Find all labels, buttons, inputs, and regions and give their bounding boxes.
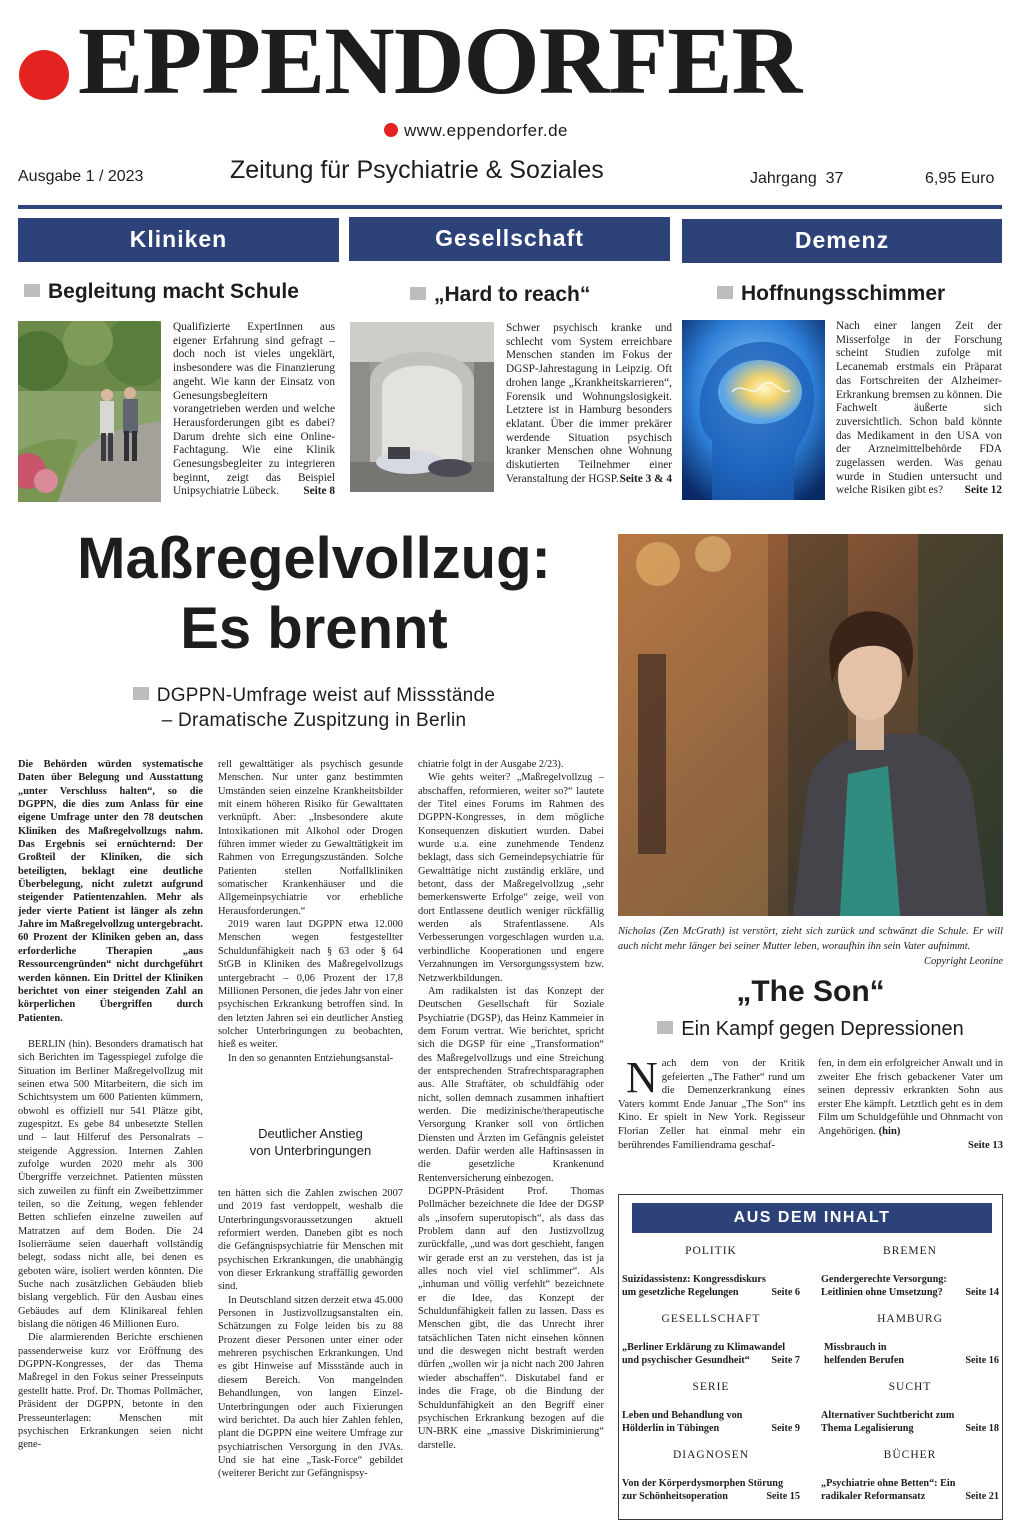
contents-item[interactable]: Von der Körperdysmorphen Störung zur Schönheitsoperation Seite 15 bbox=[622, 1478, 800, 1502]
tab-demenz[interactable]: Demenz bbox=[682, 219, 1002, 263]
lead-subheading: Deutlicher Anstieg von Unterbringungen bbox=[249, 1126, 372, 1158]
lead-col2-p2: 2019 waren laut DGPPN etwa 12.000 Menschen wegen festgestellter Schuldunfähigkeit nach § 63 oder § 64 StGB in Kliniken des Maßregelvollzugs untergebracht – 0,06 Prozent der 17,8 Millionen Personen, die jedes Jahr von einer psychischen Erkrankung betroffen sind. In den letzten Jahren sei ein deutlicher Anstieg solcher Unterbringungen zu beobachten, hieß es weiter. bbox=[218, 919, 403, 1051]
square-bullet-icon bbox=[133, 687, 149, 700]
contents-item[interactable]: „Berliner Erklärung zu Klimawandel und psychischer Gesundheit“ Seite 7 bbox=[622, 1342, 800, 1366]
lead-col1-p1: BERLIN (hin). Besonders dramatisch hat sich Berichten im Tagesspiegel zufolge die Situation im Berliner Maßregelvollzug mit seinen etwa 500 Mitarbeitern, die sich im Schichtsystem um 600 Patienten kümmern, obwohl es offiziell nur 541 Plätze gibt, zugespitzt. Es gebe 84 unbesetzte Stellen und – laut Hilferuf des Personalrats – steigende Aggression. Internen Zahlen zufolge wurden 2020 mehr als 300 Übergriffe verzeichnet. Patienten müssten sich zuweilen zu fünft ein Zweibettzimmer teilen, so die Zeitung, wegen fehlender Betten schliefen einzelne zuweilen auf Matratzen auf dem Boden. Die 24 Isolierräume seien dauerhaft vollständig belegt, sodass nicht alle, bei denen es geboten wäre, isoliert werden könnten. Die Suche nach zusätzlichen Gebäuden blieb bislang vergeblich. Für den Ausbau eines Gebäudes auf dem Klinikareal fehlen bislang die nötigen 46 Millionen Euro. bbox=[18, 1038, 203, 1331]
homeless-sleeping-place-photo bbox=[350, 322, 494, 492]
teaser-title-3[interactable]: Hoffnungsschimmer bbox=[717, 282, 945, 306]
contents-category-bremen: BREMEN bbox=[883, 1245, 937, 1257]
contents-category-buecher: BÜCHER bbox=[883, 1449, 937, 1461]
feature-dropcap: N bbox=[626, 1053, 658, 1102]
masthead-title: EPPENDORFER bbox=[78, 7, 802, 114]
lead-deck bbox=[18, 683, 610, 733]
square-bullet-icon bbox=[657, 1021, 673, 1034]
teaser-body-2: Schwer psychisch kranke und schlecht vom System erreichbare Menschen standen im Fokus der DGSP-Jahrestagung in Leipzig. Oft drohen lange „Krankheitskarrieren“, Forensik und Wohnungslosigkeit. Letztere ist in Hamburg besonders eklatant. Über die immer prekärer werdende Situation psychisch kranker Menschen ohne Wohnung diskutierten Teilnehmer einer Veranstaltung der HGSP. Seite 3 & 4 bbox=[506, 322, 672, 485]
contents-heading: AUS DEM INHALT bbox=[632, 1203, 992, 1233]
teaser-title-2[interactable]: „Hard to reach“ bbox=[410, 283, 590, 307]
teaser-body-1: Qualifizierte ExpertInnen aus eigener Erfahrung sind gefragt – doch noch ist vieles ungeklärt, insbesondere was die Finanzierung angeht. Wie kann der Einsatz von Genesungsbegleitern vorangetrieben werden und welche Herausforderungen gibt es dabei? Darum drehte sich eine Online-Fachtagung. Wie eine Klinik Genesungsbegleiter zu integrieren beginnt, zeigt das Beispiel Unipsychiatrie Lübeck. Seite 8 bbox=[173, 321, 335, 498]
teaser-title-1[interactable]: Begleitung macht Schule bbox=[24, 280, 299, 304]
website-dot-icon bbox=[384, 123, 398, 137]
photo-credit: Copyright Leonine bbox=[923, 956, 1003, 967]
issue-price: 6,95 Euro bbox=[925, 170, 995, 187]
website-line[interactable] bbox=[384, 121, 568, 143]
feature-body-2: fen, in dem ein erfolgreicher Anwalt und in zweiter Ehe frisch gebackener Vater um seinen depressiv erkrankten Sohn aus erster Ehe kämpft. Letztlich geht es in dem Film um Schuldgefühle und Ohnmacht von Angehörigen. (hin) Seite 13 bbox=[818, 1058, 1003, 1151]
tab-kliniken[interactable]: Kliniken bbox=[18, 218, 339, 262]
lead-col2-p3: In den so genannten Entziehungsanstal- bbox=[228, 1052, 394, 1064]
teaser-page-3[interactable]: Seite 12 bbox=[964, 484, 1002, 497]
paper-subtitle: Zeitung für Psychiatrie & Soziales bbox=[230, 156, 604, 184]
square-bullet-icon bbox=[717, 286, 733, 299]
two-elderly-men-walking-park-photo bbox=[18, 321, 161, 502]
lead-column-2b bbox=[218, 1187, 403, 1481]
square-bullet-icon bbox=[410, 287, 426, 300]
masthead-rule bbox=[18, 205, 1002, 209]
teaser-body-3: Nach einer langen Zeit der Misserfolge in der Forschung scheint Studien zufolge mit Lecanemab erstmals ein Präparat das Fortschreiten der Alzheimer-Erkrankung bremsen zu können. Die Fachwelt äußerte sich zuversichtlich. Schon bald könnte das Medikament in den USA von der Arzneimittelbehörde FDA zugelassen werden. Was genau wurde in Studien untersucht und welche Risiken gibt es? Seite 12 bbox=[836, 320, 1002, 497]
teaser-page-1[interactable]: Seite 8 bbox=[303, 485, 335, 498]
lead-col2-p5: In Deutschland sitzen derzeit etwa 45.000 Personen in Justizvollzugsanstalten ein. Schätzungen zu Folge leiden bis zu 88 Prozent dieser Personen unter einer oder mehreren psychischen Erkrankungen. Und es gibt Hinweise auf Missstände auch in diesem Bereich. Von mangelnden Behandlungen, von langen Einzel-Unterbringungen oder auch Fixierungen wird berichtet. Da auch hier Zahlen fehlen, plant die DGPPN eine weitere Umfrage zur psychiatrischen Versorgung in den JVAs. Und sie hat eine „Task-Force“ gebildet (weiterer Bericht zur Gefängnispsy- bbox=[218, 1294, 403, 1480]
lead-col3-p1: chiatrie folgt in der Ausgabe 2/23). bbox=[418, 759, 564, 770]
teaser-image-1 bbox=[18, 321, 161, 502]
glowing-brain-illustration bbox=[682, 320, 825, 500]
feature-body-1: Nach dem von der Kritik gefeierten „The Father“ rund um die Demenzerkrankung eines Vaters kommt Ende Januar „The Son“ ins Kino. Er spielt in New York. Regisseur Florian Zeller hat einmal mehr ein berührendes Familiendrama geschaf- bbox=[618, 1053, 805, 1151]
contents-category-gesellschaft: GESELLSCHAFT bbox=[661, 1313, 761, 1325]
feature-photo bbox=[618, 534, 1003, 916]
lead-col2-p1: rell gewalttätiger als psychisch gesunde Menschen. Nur unter ganz bestimmten Umständen seien einzelne Krankheitsbilder mit einem höheren Risiko für Gewalttaten verknüpft. Aber: „Insbesondere akute Intoxikationen mit Alkohol oder Drogen führen immer wieder zu Gewalttätigkeit im Rahmen von Erregungszuständen. Solche Patienten stellen Notfallkliniken somatischer Krankenhäuser und die Allgemeinpsychiatrie vor erhebliche Herausforderungen.“ bbox=[218, 759, 403, 917]
contents-item[interactable]: Missbrauch in helfenden Berufen Seite 16 bbox=[824, 1342, 999, 1366]
volume-number: Jahrgang 37 bbox=[750, 170, 844, 187]
lead-intro: Die Behörden würden systematische Daten über Belegung und Ausstattung „unter Verschluss halten“, so die DGPPN, die dies zum Anlass für eine eigene Umfrage unter den 78 deutschen Kliniken des Maßregelvollzugs nahm. Das Ergebnis sei ernüchternd: Der Großteil der Kliniken, die sich beteiligten, beklagt eine deutliche Überbelegung, nicht zuletzt aufgrund steigender Patientenzahlen. Mehr als jeder vierte Patient ist länger als zehn Jahre im Maßregelvollzug untergebracht. 60 Prozent der Kliniken geben an, dass erforderliche Therapien „aus Ressourcengründen“ nicht durchgeführt werden können. Ein Drittel der Kliniken berichtet von einer steigenden Zahl an körperlichen Übergriffen durch Patienten. bbox=[18, 759, 203, 1024]
contents-category-serie: SERIE bbox=[692, 1381, 730, 1393]
teaser-image-2 bbox=[350, 322, 494, 492]
lead-headline[interactable] bbox=[18, 524, 610, 664]
website-url[interactable]: www.eppendorfer.de bbox=[404, 121, 568, 140]
contents-category-politik: POLITIK bbox=[685, 1245, 737, 1257]
lead-col3-p2: Wie gehts weiter? „Maßregelvollzug – abschaffen, reformieren, weiter so?“ lautete der Titel eines Forums im Rahmen des DGPPN-Kongresses, in dem mögliche Konsequenzen diskutiert wurden. Dabei wurde u.a. eine zunehmende Tendenz beklagt, dass sich Gemeindepsychiatrie für Gewalttätige nicht zuständig erkläre, und betont, dass der Maßregelvollzug „sehr bemerkenswerte Erfolge“ zeige, weil von dort Entlassene deutlich weniger rückfällig werden als Strafentlassene. Als Verbesserungen vorgeschlagen wurden u.a. verbindliche Kooperationen und engere Verzahnungen im Versorgungssystem bzw. Netzwerkbildungen. bbox=[418, 772, 604, 984]
contents-item[interactable]: Alternativer Suchtbericht zum Thema Legalisierung Seite 18 bbox=[821, 1410, 999, 1434]
lead-col3-p4: DGPPN-Präsident Prof. Thomas Pollmächer bezeichnete die Idee der DGSP als „insofern superutopisch“, als dass das Problem dann auf den Justizvollzug zurückfalle, „und was dort geschieht, fangen wir gerade erst an zu verstehen, das ist ja alles noch viel viel schlimmer“. Als „inhuman und völlig verfehlt“ bezeichnete er die Idee, das Konzept der Schuldunfähigkeit fallen zu lassen. Dass es Menschen gibt, die das Unrecht ihrer tatsächlichen Taten nicht einsehen können und die deswegen nicht bestraft werden dürfen „wollen wir ja nicht nach 200 Jahren wieder abschaffen“. Diskutabel fand er indes die Frage, ob die Bindung der Schuldunfähigkeit an den Begriff einer psychischen Erkrankung bezogen auf die UN-BRK eine „massive Diskriminierung“ darstelle. bbox=[418, 1186, 604, 1451]
lead-col1-p2: Die alarmierenden Berichte erschienen passenderweise kurz vor Eröffnung des DGPPN-Kongresses, der das Thema Maßregel in den Fokus seiner Presseinputs gestellt hatte. Prof. Dr. Thomas Pollmächer, Präsident der DGPPN, betonte in den Presseunterlagen: Menschen mit psychischen Erkrankungen seien nicht gene- bbox=[18, 1332, 203, 1451]
lead-col2-p4: ten hätten sich die Zahlen zwischen 2007 und 2019 fast verdoppelt, weshalb die Unterbringungsvoraussetzungen aktuell reformiert werden. Daneben gibt es noch die Gefängnispsychiatrie für Menschen mit psychischen Erkrankungen, die unabhängig von dieser Erkrankung straffällig geworden sind. bbox=[218, 1188, 403, 1293]
lead-column-1 bbox=[18, 758, 203, 1452]
lead-headline-line-1[interactable]: Maßregelvollzug: bbox=[77, 526, 551, 591]
feature-caption: Nicholas (Zen McGrath) ist verstört, zieht sich zurück und schwänzt die Schule. Er will auch nicht mehr länger bei seiner Mutter leben, woraufhin ihn sein Vater aufnimmt. Copyright Leonine bbox=[618, 926, 1003, 967]
feature-page[interactable]: Seite 13 bbox=[967, 1139, 1003, 1151]
young-man-in-jacket-film-still bbox=[618, 534, 1003, 916]
lead-column-2 bbox=[218, 758, 403, 1065]
contents-item[interactable]: Leben und Behandlung von Hölderlin in Tübingen Seite 9 bbox=[622, 1410, 800, 1434]
tab-gesellschaft[interactable]: Gesellschaft bbox=[349, 217, 670, 261]
contents-item[interactable]: Suizidassistenz: Kongressdiskurs um gesetzliche Regelungen Seite 6 bbox=[622, 1274, 800, 1298]
contents-category-diagnosen: DIAGNOSEN bbox=[672, 1449, 750, 1461]
contents-item[interactable]: Gendergerechte Versorgung: Leitlinien ohne Umsetzung? Seite 14 bbox=[821, 1274, 999, 1298]
teaser-image-3 bbox=[682, 320, 825, 500]
issue-number: Ausgabe 1 / 2023 bbox=[18, 168, 144, 185]
teaser-page-2[interactable]: Seite 3 & 4 bbox=[619, 472, 672, 485]
contents-item[interactable]: „Psychiatrie ohne Betten“: Ein radikaler Reformansatz Seite 21 bbox=[821, 1478, 999, 1502]
lead-deck-line-2: – Dramatische Zuspitzung in Berlin bbox=[161, 710, 467, 731]
logo-red-dot bbox=[19, 50, 69, 100]
feature-deck: Ein Kampf gegen Depressionen bbox=[618, 1016, 1003, 1042]
lead-column-3 bbox=[418, 758, 604, 1452]
lead-headline-line-2[interactable]: Es brennt bbox=[180, 596, 448, 661]
contents-category-hamburg: HAMBURG bbox=[877, 1313, 943, 1325]
contents-category-sucht: SUCHT bbox=[888, 1381, 932, 1393]
lead-deck-line-1: DGPPN-Umfrage weist auf Missstände bbox=[156, 685, 496, 706]
feature-title[interactable]: „The Son“ bbox=[736, 975, 885, 1008]
lead-col3-p3: Am radikalsten ist das Konzept der Deutschen Gesellschaft für Soziale Psychiatrie (DGSP), das Heinz Kammeier in dem Forum vertrat. Wie berichtet, spricht sich die DGSP für eine „Transformation“ des Maßregelvollzugs und eine Streichung der entsprechenden Strafrechtsparagraphen aus. Alle Straftäter, ob schuldfähig oder nicht, sollen demnach zusammen inhaftiert werden. Die medizinische/therapeutische Versorgung Kranker soll von örtlichen Diensten und Ärzten im Gefängnis geleistet werden. Dafür werden alle Haftinsassen in die gesetzliche Krankenund Rentenversicherung einbezogen. bbox=[418, 985, 604, 1184]
square-bullet-icon bbox=[24, 284, 40, 297]
